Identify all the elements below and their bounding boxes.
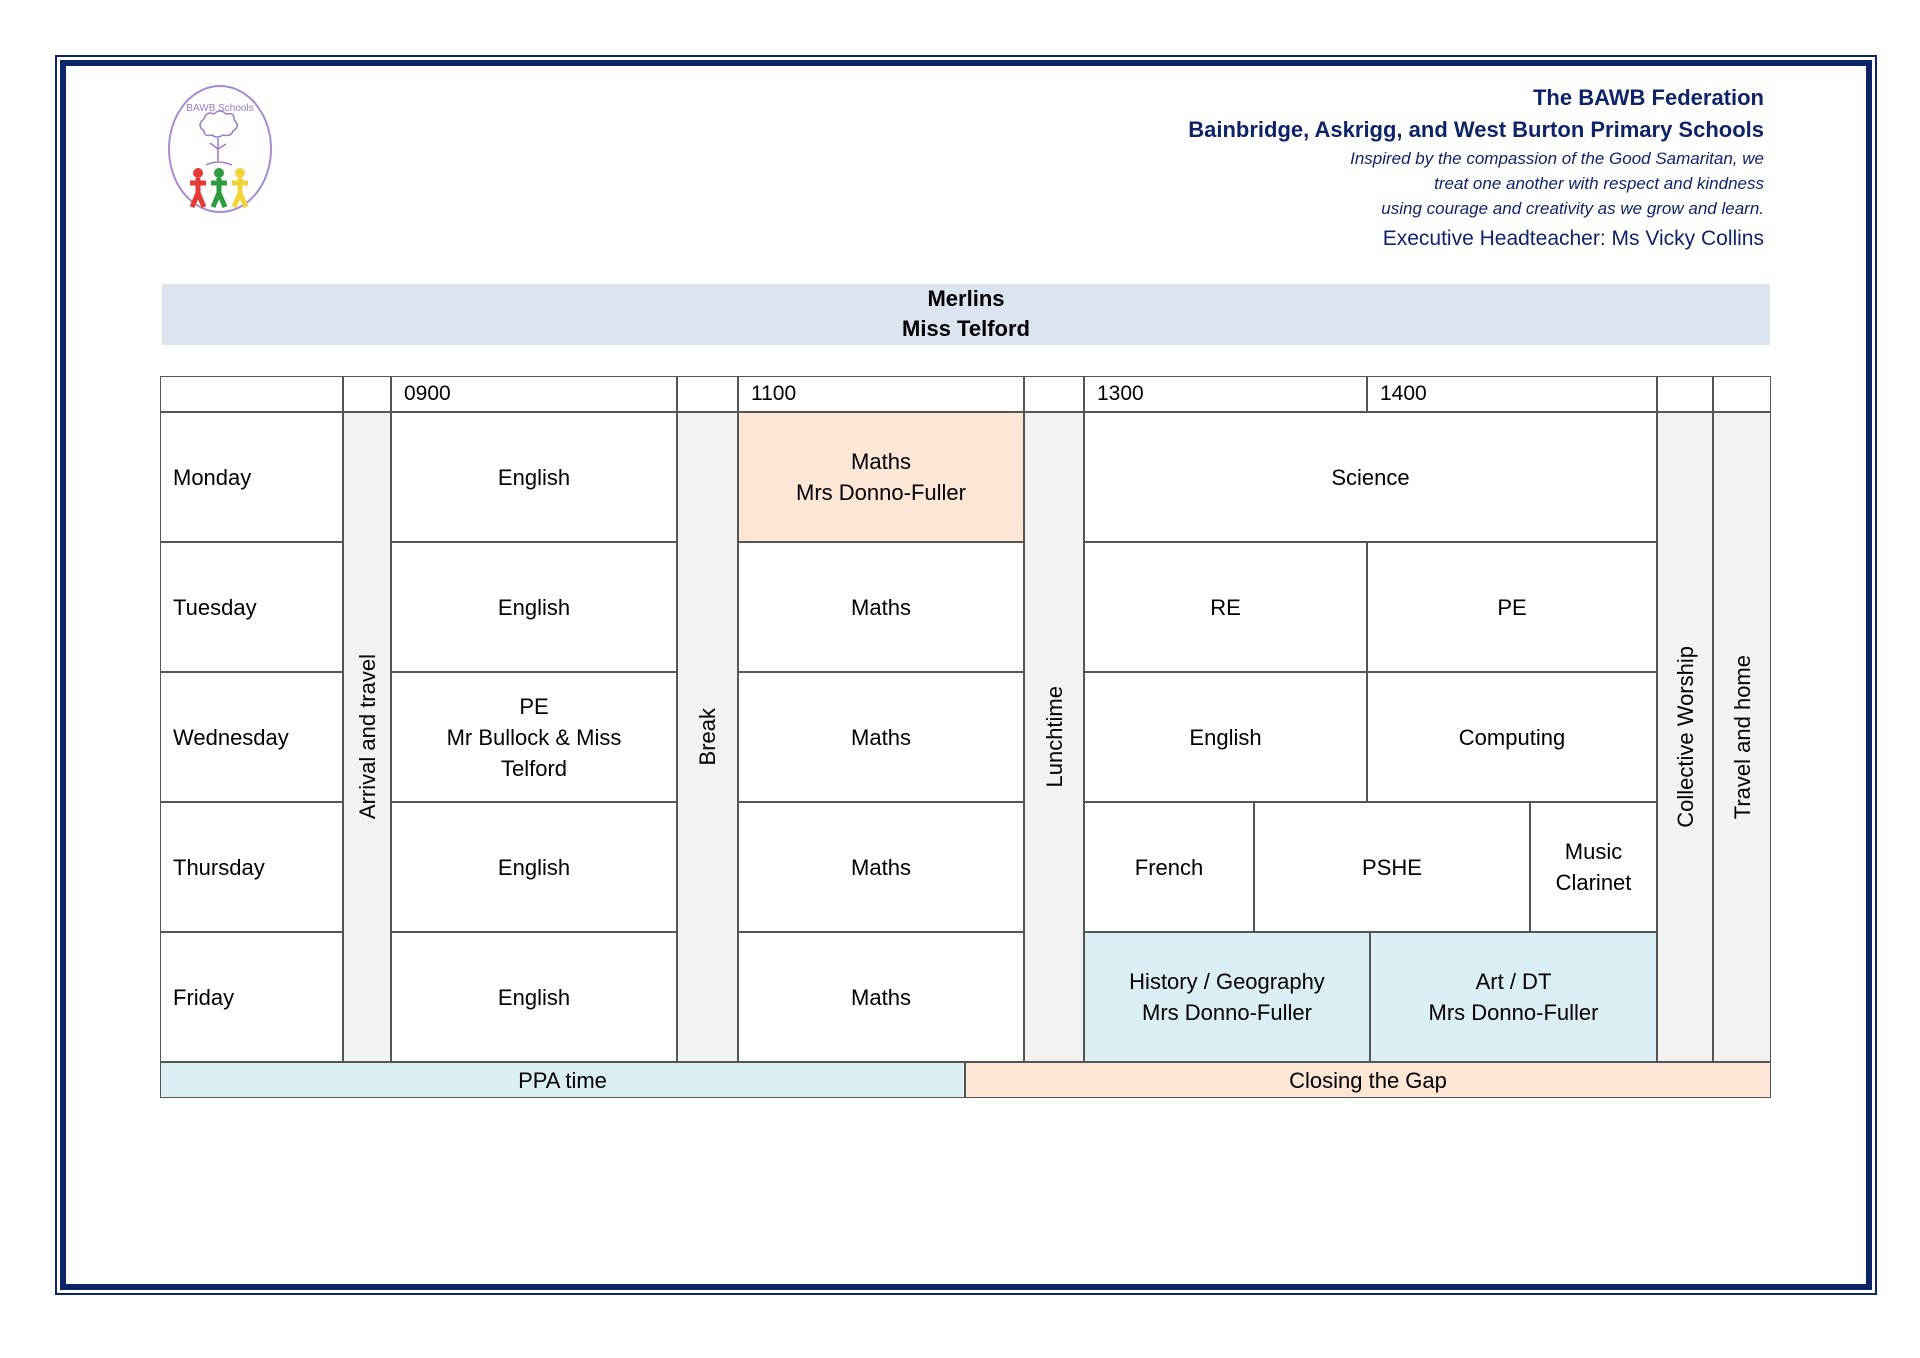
header-worship-cell [1657,376,1713,412]
lesson-monday-am1: English [391,412,677,542]
header-home-cell [1713,376,1771,412]
lesson-thursday-pm2: PSHE [1254,802,1530,932]
class-teacher: Miss Telford [902,316,1030,341]
time-1100: 1100 [738,376,1024,412]
lesson-friday-am2: Maths [738,932,1024,1062]
school-logo [166,83,274,215]
lesson-friday-pm2: Art / DT Mrs Donno-Fuller [1370,932,1657,1062]
lesson-tuesday-pm2: PE [1367,542,1657,672]
lesson-thursday-am1: English [391,802,677,932]
lunch-column [1024,412,1084,1062]
key-closing-the-gap: Closing the Gap [965,1062,1771,1098]
school-header [1188,82,1764,255]
lesson-thursday-pm3: Music Clarinet [1530,802,1657,932]
key-ppa-time: PPA time [160,1062,965,1098]
header-lunch-cell [1024,376,1084,412]
day-thursday: Thursday [160,802,343,932]
arrival-label: Arrival and travel [354,654,380,820]
day-wednesday: Wednesday [160,672,343,802]
break-label: Break [695,708,720,766]
home-column [1713,412,1771,1062]
break-column [677,412,738,1062]
federation-title: The BAWB Federation [1532,85,1764,110]
lesson-tuesday-am1: English [391,542,677,672]
lesson-wednesday-pm2: Computing [1367,672,1657,802]
motto-line-3: using courage and creativity as we grow and learn. [1381,199,1764,218]
lesson-wednesday-pm1: English [1084,672,1367,802]
time-0900: 0900 [391,376,677,412]
time-1400: 1400 [1367,376,1657,412]
motto-line-1: Inspired by the compassion of the Good Samaritan, we [1350,149,1764,168]
lesson-wednesday-am1: PE Mr Bullock & Miss Telford [391,672,677,802]
day-friday: Friday [160,932,343,1062]
home-label: Travel and home [1729,654,1755,820]
motto-line-2: treat one another with respect and kindness [1434,174,1764,193]
lesson-friday-pm1: History / Geography Mrs Donno-Fuller [1084,932,1370,1062]
worship-column [1657,412,1713,1062]
lesson-thursday-pm1: French [1084,802,1254,932]
day-monday: Monday [160,412,343,542]
lesson-wednesday-am2: Maths [738,672,1024,802]
lesson-tuesday-am2: Maths [738,542,1024,672]
lesson-tuesday-pm1: RE [1084,542,1367,672]
schools-title: Bainbridge, Askrigg, and West Burton Primary Schools [1188,117,1764,142]
children-figures-icon [190,168,248,207]
lunch-label: Lunchtime [1041,686,1067,788]
worship-label: Collective Worship [1672,646,1698,828]
logo-text: BAWB Schools [186,103,254,114]
lesson-monday-am2: Maths Mrs Donno-Fuller [738,412,1024,542]
header-day-cell [160,376,343,412]
lesson-friday-am1: English [391,932,677,1062]
time-1300: 1300 [1084,376,1367,412]
lesson-monday-pm: Science [1084,412,1657,542]
arrival-column [343,412,391,1062]
class-name: Merlins [927,286,1005,311]
class-banner [162,284,1770,345]
lesson-thursday-am2: Maths [738,802,1024,932]
header-arrival-cell [343,376,391,412]
headteacher-line: Executive Headteacher: Ms Vicky Collins [1382,227,1764,250]
header-break-cell [677,376,738,412]
day-tuesday: Tuesday [160,542,343,672]
